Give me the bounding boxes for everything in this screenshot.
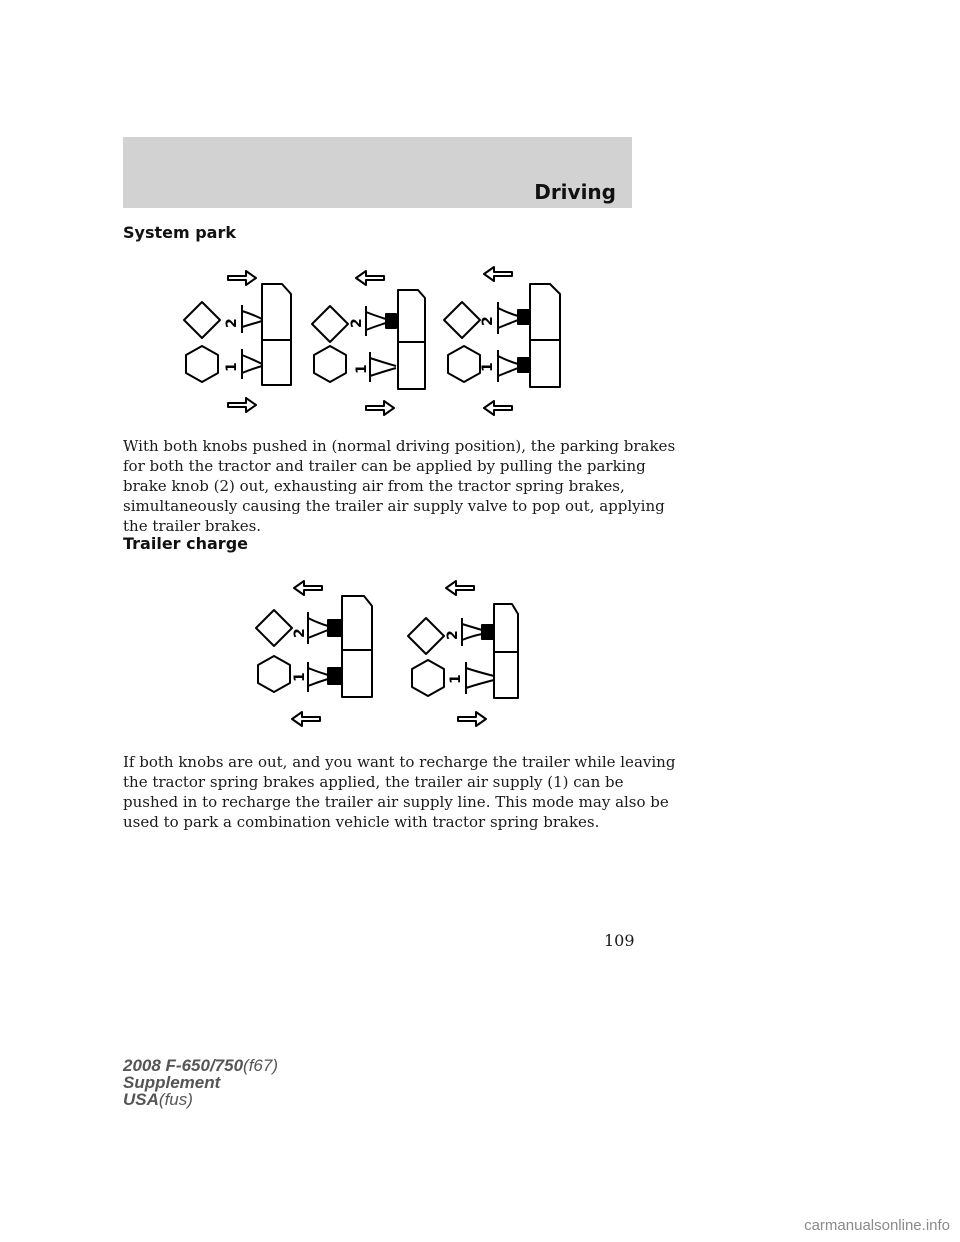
page-number: 109 xyxy=(604,931,635,950)
footer-market-code: (fus) xyxy=(158,1090,193,1109)
document-footer xyxy=(123,1057,278,1108)
knob-label-1: 1 xyxy=(480,362,496,372)
trailer-charge-paragraph xyxy=(123,752,676,832)
diamond-icon xyxy=(312,306,348,342)
figure-trailer-charge xyxy=(250,572,520,737)
panel-2 xyxy=(408,581,518,726)
heading-trailer-charge: Trailer charge xyxy=(123,534,248,553)
knob-label-1: 1 xyxy=(448,674,464,684)
knob-label-1: 1 xyxy=(224,362,240,372)
text-line: If both knobs are out, and you want to recharge the trailer while leaving xyxy=(123,753,676,771)
knob-2-stem xyxy=(308,612,328,644)
arrow-left-icon xyxy=(292,712,320,726)
knob-1-stem xyxy=(466,662,494,694)
text-line: simultaneously causing the trailer air supply valve to pop out, applying xyxy=(123,497,665,515)
valve-body xyxy=(398,290,425,389)
panel-1 xyxy=(184,271,291,412)
valve-body xyxy=(262,284,291,385)
knob-label-1: 1 xyxy=(354,364,370,374)
knob-label-1: 1 xyxy=(292,672,308,682)
arrow-right-icon xyxy=(228,271,256,285)
knob-label-2: 2 xyxy=(445,630,461,640)
knob-1-stem xyxy=(242,349,262,379)
knob-label-2: 2 xyxy=(292,628,308,638)
valve-body xyxy=(342,596,372,697)
text-line: used to park a combination vehicle with tractor spring brakes. xyxy=(123,813,600,831)
valve-body xyxy=(530,284,560,387)
knob-2-stem xyxy=(462,618,482,646)
arrow-left-icon xyxy=(484,401,512,415)
panel-2 xyxy=(312,271,425,415)
arrow-left-icon xyxy=(446,581,474,595)
hexagon-icon xyxy=(314,346,346,382)
hexagon-icon xyxy=(412,660,444,696)
footer-model: 2008 F-650/750 xyxy=(123,1056,244,1075)
section-title: Driving xyxy=(534,180,616,204)
knob-2-stem xyxy=(366,306,386,336)
watermark: carmanualsonline.info xyxy=(804,1217,950,1234)
diamond-icon xyxy=(184,302,220,338)
knob-1-stem xyxy=(308,662,328,692)
heading-system-park: System park xyxy=(123,223,236,242)
arrow-right-icon xyxy=(366,401,394,415)
footer-model-code: (f67) xyxy=(243,1056,279,1075)
system-park-paragraph xyxy=(123,436,676,536)
arrow-left-icon xyxy=(356,271,384,285)
panel-1 xyxy=(256,581,372,726)
knob-label-2: 2 xyxy=(224,318,240,328)
diamond-icon xyxy=(408,618,444,654)
text-line: With both knobs pushed in (normal driving position), the parking brakes xyxy=(123,437,676,455)
hexagon-icon xyxy=(448,346,480,382)
arrow-left-icon xyxy=(484,267,512,281)
text-line: brake knob (2) out, exhausting air from the tractor spring brakes, xyxy=(123,477,625,495)
knob-1-stem xyxy=(498,350,518,382)
arrow-right-icon xyxy=(228,398,256,412)
knob-2-stem xyxy=(242,305,262,333)
knob-label-2: 2 xyxy=(349,318,365,328)
hexagon-icon xyxy=(258,656,290,692)
section-header-band xyxy=(123,137,632,208)
hexagon-icon xyxy=(186,346,218,382)
knob-2-stem xyxy=(498,302,518,334)
text-line: pushed in to recharge the trailer air supply line. This mode may also be xyxy=(123,793,669,811)
figure-system-park xyxy=(180,262,570,422)
knob-1-stem xyxy=(370,352,396,382)
footer-supplement: Supplement xyxy=(123,1073,221,1092)
text-line: the trailer brakes. xyxy=(123,517,262,535)
knob-label-2: 2 xyxy=(480,316,496,326)
diamond-icon xyxy=(256,610,292,646)
footer-market: USA xyxy=(123,1090,159,1109)
panel-3 xyxy=(444,267,560,415)
text-line: for both the tractor and trailer can be applied by pulling the parking xyxy=(123,457,646,475)
diamond-icon xyxy=(444,302,480,338)
arrow-left-icon xyxy=(294,581,322,595)
arrow-right-icon xyxy=(458,712,486,726)
text-line: the tractor spring brakes applied, the trailer air supply (1) can be xyxy=(123,773,624,791)
